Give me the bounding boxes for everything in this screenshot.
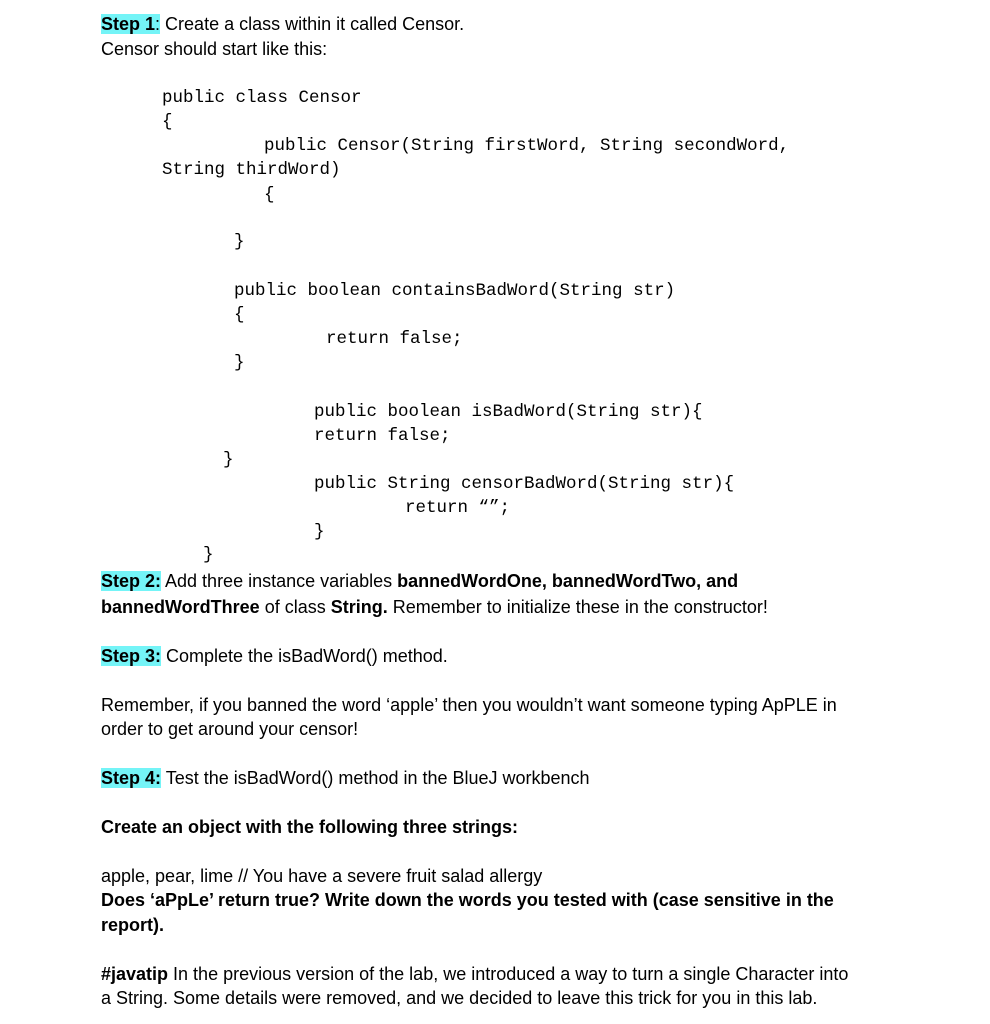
question-line2: report). [101,915,164,935]
step3-heading [101,644,448,669]
code-line-7: public boolean containsBadWord(String str) [234,281,676,301]
code-line-8: { [234,305,245,325]
code-line-2: { [162,112,173,132]
javatip-tag: #javatip [101,964,169,984]
code-line-13: } [223,450,234,470]
code-line-9: return false; [326,329,463,349]
step2-line1 [101,569,738,594]
code-line-14: public String censorBadWord(String str){ [314,474,735,494]
step1-line2: Censor should start like this: [101,39,328,59]
step2-line2 [101,595,768,620]
javatip-line2: a String. Some details were removed, and we decided to leave this trick for you in this lab. [101,988,818,1008]
code-line-4: String thirdWord) [162,160,341,180]
code-line-6: } [234,232,245,252]
code-line-17: } [203,545,214,565]
fruits-line: apple, pear, lime // You have a severe fruit salad allergy [101,866,543,886]
remember-line1: Remember, if you banned the word ‘apple’ then you wouldn’t want someone typing ApPLE in [101,695,837,715]
step1-colon: : [155,14,161,34]
step3-label: Step 3: [101,646,162,666]
code-line-3: public Censor(String firstWord, String secondWord, [264,136,790,156]
step2-text-c: bannedWordThree [101,597,260,617]
question-line1: Does ‘aPpLe’ return true? Write down the words you tested with (case sensitive in the [101,890,834,910]
create-object-heading: Create an object with the following three strings: [101,817,519,837]
code-line-12: return false; [314,426,451,446]
javatip-line1 [101,962,848,987]
step4-text: Test the isBadWord() method in the BlueJ workbench [161,768,590,788]
step1-heading [101,12,464,37]
step3-text: Complete the isBadWord() method. [161,646,448,666]
remember-line2: order to get around your censor! [101,719,359,739]
code-line-5: { [264,185,275,205]
step2-label: Step 2: [101,571,162,591]
code-line-10: } [234,353,245,373]
step1-label: Step 1 [101,14,156,34]
step2-text-d: of class [259,597,331,617]
code-line-15: return “”; [405,498,511,518]
step1-text: Create a class within it called Censor. [160,14,465,34]
step2-text-f: Remember to initialize these in the constructor! [387,597,768,617]
code-line-11: public boolean isBadWord(String str){ [314,402,703,422]
code-line-16: } [314,522,325,542]
step2-text-a: Add three instance variables [161,571,398,591]
step4-label: Step 4: [101,768,162,788]
javatip-text: In the previous version of the lab, we introduced a way to turn a single Character into [168,964,849,984]
code-line-1: public class Censor [162,88,362,108]
step2-text-b: bannedWordOne, bannedWordTwo, and [397,571,739,591]
step4-heading [101,766,590,791]
step2-text-e: String. [330,597,388,617]
